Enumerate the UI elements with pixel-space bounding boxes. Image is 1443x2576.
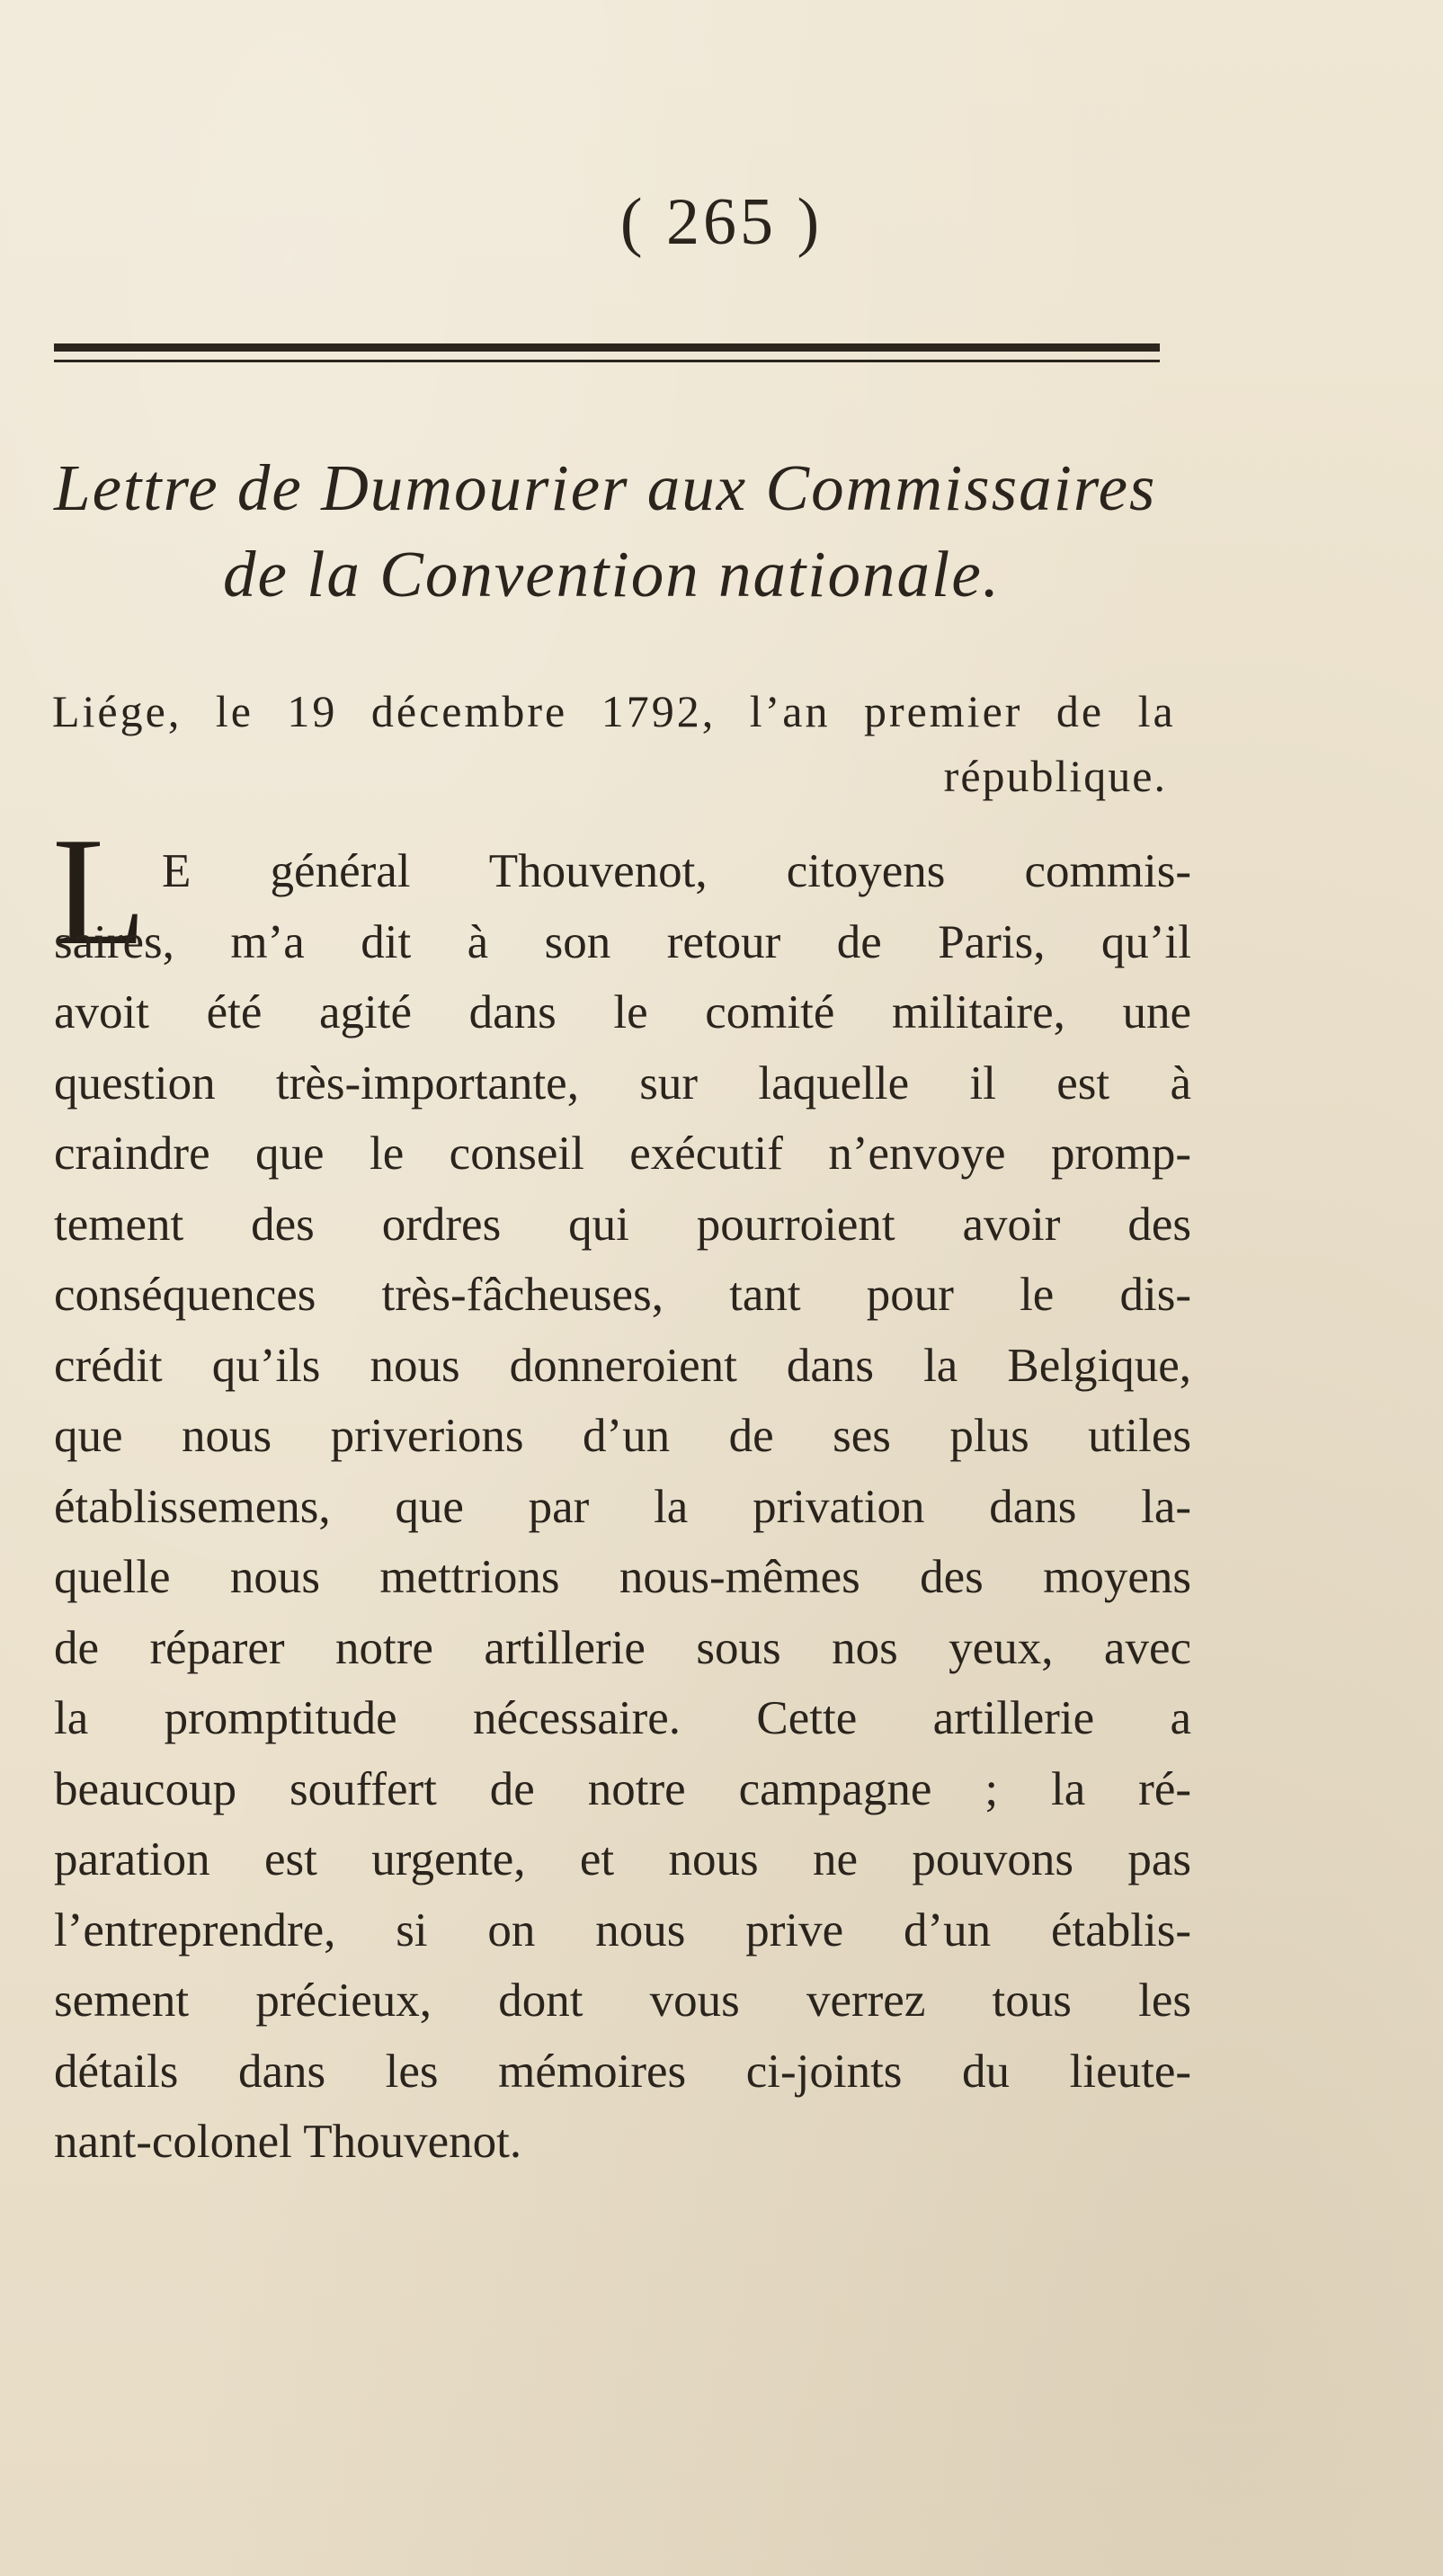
body-line: conséquences très-fâcheuses, tant pour le dis- (54, 1269, 1191, 1321)
body-line: crédit qu’ils nous donneroient dans la Belgique, (54, 1339, 1191, 1392)
body-line: nant-colonel Thouvenot. (54, 2116, 522, 2168)
heading-line-1: Lettre de Dumourier aux Commissaires (54, 451, 1157, 524)
body-line: saires, m’a dit à son retour de Paris, qu’il (54, 915, 1191, 968)
page-number: ( 265 ) (619, 185, 824, 259)
body-line: E général Thouvenot, citoyens commis- (162, 845, 1191, 897)
body-line: détails dans les mémoires ci-joints du lieute- (54, 2045, 1191, 2098)
dateline-line-2: république. (943, 751, 1167, 801)
body-line: quelle nous mettrions nous-mêmes des moyens (54, 1551, 1191, 1603)
body-line: l’entreprendre, si on nous prive d’un établis- (54, 1903, 1191, 1957)
header-rule-thin (54, 360, 1160, 362)
body-line: sement précieux, dont vous verrez tous les (54, 1974, 1191, 2027)
dateline-line-1: Liége, le 19 décembre 1792, l’an premier de la (52, 686, 1176, 736)
body-line: la promptitude nécessaire. Cette artillerie a (54, 1692, 1191, 1744)
body-line: question très-importante, sur laquelle il est à (54, 1056, 1191, 1110)
body-line: paration est urgente, et nous ne pouvons pas (54, 1833, 1191, 1885)
body-line: établissemens, que par la privation dans la- (54, 1480, 1191, 1533)
heading-line-2: de la Convention nationale. (223, 538, 1001, 611)
body-line: avoit été agité dans le comité militaire, une (54, 986, 1191, 1038)
body-line: craindre que le conseil exécutif n’envoye promp- (54, 1128, 1191, 1180)
drop-cap-letter: L (52, 807, 147, 977)
letter-heading (54, 445, 1196, 618)
dateline (52, 679, 1203, 808)
header-rule-thick (54, 343, 1160, 352)
body-line: de réparer notre artillerie sous nos yeux, avec (54, 1621, 1191, 1674)
body-line: beaucoup souffert de notre campagne ; la ré- (54, 1762, 1191, 1815)
body-line: tement des ordres qui pourroient avoir des (54, 1198, 1191, 1251)
body-line: que nous priverions d’un de ses plus utiles (54, 1410, 1191, 1462)
letter-body (54, 836, 1191, 2178)
